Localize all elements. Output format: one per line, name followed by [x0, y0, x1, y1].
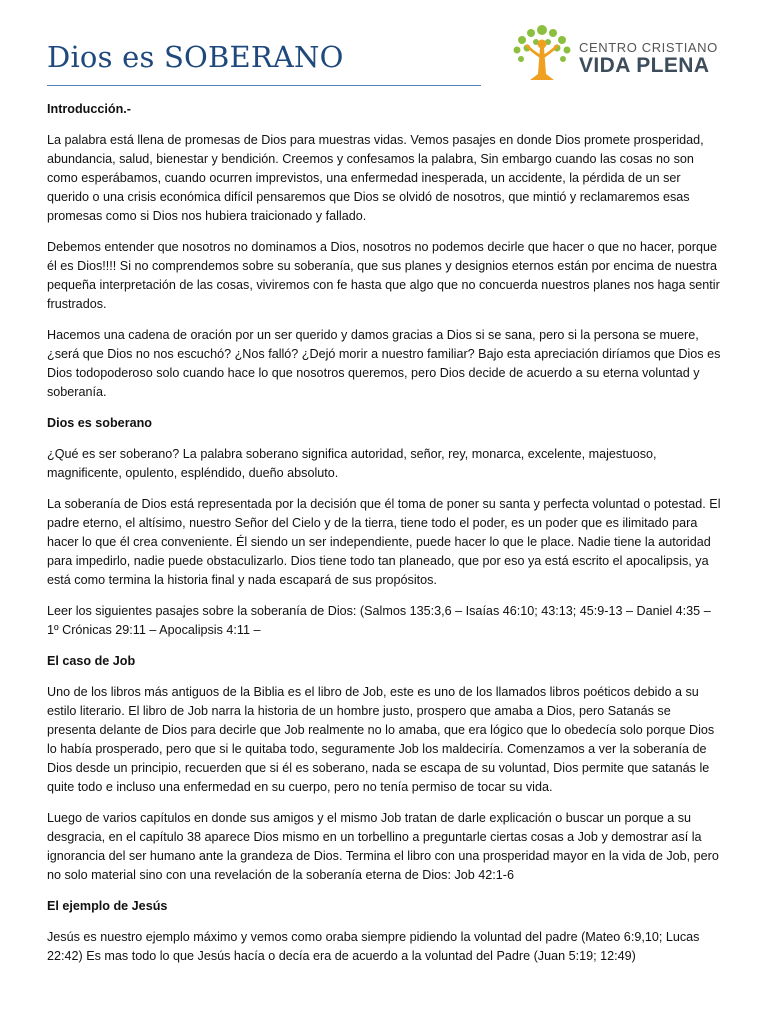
paragraph: La palabra está llena de promesas de Dios para muestras vidas. Vemos pasajes en donde Dios promete prosperidad, abundancia, salud, bienestar y bendición. Creemos y confesamos la palabra, Sin embargo cuando las cosas no son como esperábamos, cuando ocurren imprevistos, una enfermedad inesperada, un accidente, la pérdida de un ser querido o una crisis económica difícil pensaremos que Dios se olvidó de nosotros, que mintió y reclamaremos esas promesas como si Dios nos hubiera traicionado y fallado. [47, 133, 704, 223]
logo-text-vida-plena: VIDA PLENA [579, 54, 710, 77]
logo-text-centro-cristiano: CENTRO CRISTIANO [579, 40, 718, 55]
section-heading-el-caso-de-job: El caso de Job [47, 654, 136, 668]
paragraph: Jesús es nuestro ejemplo máximo y vemos como oraba siempre pidiendo la voluntad del padre (Mateo 6:9,10; Lucas 22:42) Es mas todo lo que Jesús hacía o decía era de acuerdo a la voluntad del Padre (Juan 5:19; 12:49) [47, 930, 700, 963]
paragraph: Hacemos una cadena de oración por un ser querido y damos gracias a Dios si se sana, pero si la persona se muere, ¿será que Dios no nos escuchó? ¿Nos falló? ¿Dejó morir a nuestro familiar? Bajo esta apreciación diríamos que Dios es Dios todopoderoso solo cuando hace lo que nosotros queremos, pero Dios decide de acuerdo a su eterna voluntad y soberanía. [47, 328, 721, 399]
paragraph: Uno de los libros más antiguos de la Biblia es el libro de Job, este es uno de los llamados libros poéticos debido a su estilo literario. El libro de Job narra la historia de un hombre justo, prospero que amaba a Dios, pero Satanás se presenta delante de Dios para decirle que Job realmente no lo amaba, que era lógico que lo obedecía solo porque Dios lo había prosperado, pero que si le quitaba todo, seguramente Job los maldeciría. Comenzamos a ver la soberanía de Dios desde un principio, recuerden que si él es soberano, nada se escapa de su voluntad, Dios permite que satanás le quite todo e incluso una enfermedad en su cuerpo, pero no tenía permiso de tocar su vida. [47, 685, 715, 794]
section-heading-el-ejemplo-de-jesus: El ejemplo de Jesús [47, 899, 168, 913]
document-title: Dios es SOBERANO [47, 40, 344, 74]
tree-of-life-icon [509, 22, 575, 86]
section-heading-introduccion: Introducción.- [47, 102, 131, 116]
paragraph: La soberanía de Dios está representada por la decisión que él toma de poner su santa y perfecta voluntad o potestad. El padre eterno, el altísimo, nuestro Señor del Cielo y de la tierra, tiene todo el poder, es un poder que es ilimitado para hacer lo que él crea conveniente. Él siendo un ser independiente, puede hacer lo que le place. Nadie tiene la autoridad para impedirlo, nadie puede obstaculizarlo. Dios tiene todo tan planeado, que por eso ya está escrito el apocalipsis, ya está como termina la historia final y nada escapará de sus propósitos. [47, 497, 721, 587]
paragraph: Leer los siguientes pasajes sobre la soberanía de Dios: (Salmos 135:3,6 – Isaías 46:10; 43:13; 45:9-13 – Daniel 4:35 – 1º Crónicas 29:11 – Apocalipsis 4:11 – [47, 604, 711, 637]
title-underline [47, 85, 481, 86]
document-body [47, 100, 722, 978]
paragraph: Debemos entender que nosotros no dominamos a Dios, nosotros no podemos decirle que hacer o que no hacer, porque él es Dios!!!! Si no comprendemos sobre su soberanía, que sus planes y designios eternos están por encima de nuestra pequeña interpretación de las cosas, viviremos con fe hasta que algo que no concuerda nuestros planes nos haga sentir frustrados. [47, 240, 720, 311]
section-heading-dios-es-soberano: Dios es soberano [47, 416, 152, 430]
paragraph: ¿Qué es ser soberano? La palabra soberano significa autoridad, señor, rey, monarca, excelente, majestuoso, magnificente, opulento, espléndido, dueño absoluto. [47, 447, 657, 480]
paragraph: Luego de varios capítulos en donde sus amigos y el mismo Job tratan de darle explicación o buscar un porque a su desgracia, en el capítulo 38 aparece Dios mismo en un torbellino a preguntarle ciertas cosas a Job y demostrar así la ignorancia del ser humano ante la grandeza de Dios. Termina el libro con una prosperidad mayor en la vida de Job, pero no solo material sino con una revelación de la soberanía eterna de Dios: Job 42:1-6 [47, 811, 719, 882]
church-logo [503, 18, 718, 90]
